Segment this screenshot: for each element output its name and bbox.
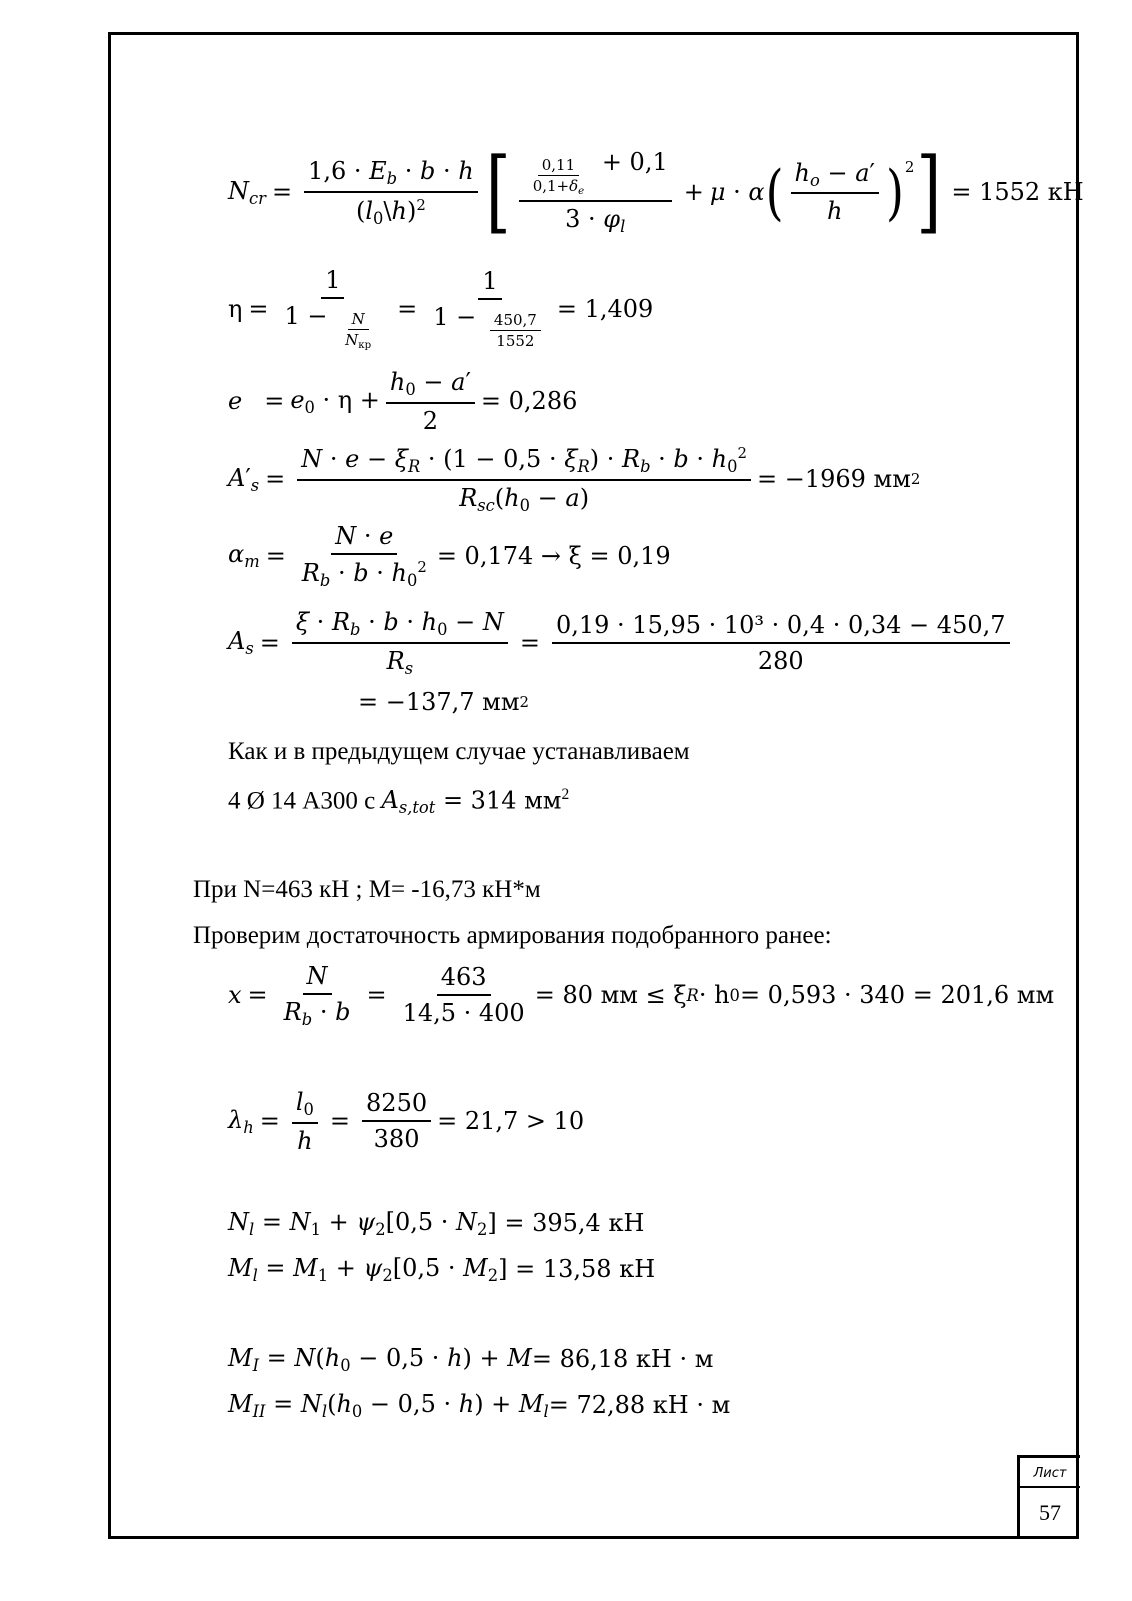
text-line2: 4 Ø 14 А300 с $A_{s,tot} = 314$ $мм^2$ bbox=[228, 786, 570, 818]
e-result: = 0,286 bbox=[480, 387, 578, 416]
text-line2-post: = 314 мм bbox=[435, 786, 562, 815]
formula-lambda: $\lambda_h$ = $\frac{l_0}{h}$ = $\frac{8250}{380}$ = 21,7 > 10 bbox=[228, 1088, 585, 1155]
x-den: 14,5 · 400 bbox=[402, 999, 525, 1028]
formula-as-prime: $A'_s$ = $\frac{N \cdot e - \xi_R \cdot (1 - 0,5 \cdot \xi_R) \cdot R_b \cdot b \cdot h_0^2}{R_{sc}(h_0 - a)}$ = −1969 мм 2 bbox=[228, 444, 921, 515]
formula-ncr: $N_{cr}$ = $\frac{1,6 \cdot E_b \cdot b \cdot h}{(l_0\backslash h)^2}$ [ $\frac{0,11}{0,1+\delta_e}$ + 0,1 $3 \cdot \varphi_l$ + μ · α ( $\frac{h_o - a'}{h}$ ) $^2$ ] = 1552 кН bbox=[228, 140, 1084, 244]
text-line1: Как и в предыдущем случае устанавливаем bbox=[228, 738, 690, 765]
eta-result: = 1,409 bbox=[556, 294, 654, 323]
sheet-label: Лист bbox=[1020, 1458, 1080, 1488]
x-num: 463 bbox=[437, 963, 491, 996]
text-line2-pre: 4 Ø 14 А300 с bbox=[228, 787, 382, 815]
lambda-den: 380 bbox=[373, 1125, 420, 1154]
formula-mi: $M_I = N(h_0 - 0,5 \cdot h) + M$ = 86,18 кН · м bbox=[228, 1344, 714, 1375]
formula-as-result: = −137,7 мм 2 bbox=[358, 688, 529, 716]
eta-num: 450,7 bbox=[490, 311, 541, 331]
formula-alpha-m: $\alpha_m$ = $\frac{N \cdot e}{R_b \cdot b \cdot h_0^2}$ = 0,174 → ξ = 0,19 bbox=[228, 522, 671, 590]
formula-as: $A_s$ = $\frac{\xi \cdot R_b \cdot b \cdot h_0 - N}{R_s}$ = $\frac{\text{0,19 · 15,95 · 10³ · 0,4 · 0,34 − 450,7}}{280}$ bbox=[228, 608, 1016, 678]
lambda-num: 8250 bbox=[362, 1089, 431, 1122]
nl-result: ] = 395,4 кН bbox=[487, 1209, 645, 1238]
sheet-number: 57 bbox=[1039, 1500, 1061, 1525]
eta-den: 1552 bbox=[496, 332, 535, 351]
as-num: 0,19 · 15,95 · 10³ · 0,4 · 0,34 − 450,7 bbox=[552, 611, 1010, 644]
x-result: = 80 мм ≤ ξ bbox=[534, 981, 687, 1010]
formula-eta: η = 1 1 − $\frac{N}{N_{кр}}$ = 1 1 − $\frac{450,7}{1552}$ = 1,409 bbox=[228, 266, 654, 352]
lambda-result: = 21,7 > 10 bbox=[437, 1107, 585, 1136]
as-den: 280 bbox=[757, 646, 804, 675]
ml-result: ] = 13,58 кН bbox=[498, 1255, 656, 1284]
formula-mii: $M_{II} = N_l(h_0 - 0,5 \cdot h) + M_l$ = 72,88 кН · м bbox=[228, 1390, 731, 1421]
alpha-result: = 0,174 → ξ = 0,19 bbox=[436, 541, 671, 570]
x-tail2: = 0,593 · 340 = 201,6 мм bbox=[739, 981, 1055, 1010]
x-tail: · h bbox=[698, 981, 730, 1010]
formula-nl: $N_l = N_1 + \psi_2[0,5 \cdot N_2$ ] = 395,4 кН bbox=[228, 1208, 645, 1239]
formula-x: x = $\frac{N}{R_b \cdot b}$ = $\frac{463}{14,5 \cdot 400}$ = 80 мм ≤ ξ R · h 0 = 0,593 · 340 = 201,6 мм bbox=[228, 962, 1055, 1029]
mii-result: = 72,88 кН · м bbox=[548, 1391, 731, 1420]
sheet-stamp bbox=[1017, 1455, 1080, 1539]
ncr-result: = 1552 кН bbox=[951, 177, 1084, 206]
mi-result: = 86,18 кН · м bbox=[531, 1345, 714, 1374]
as-result: = −137,7 мм bbox=[358, 688, 520, 716]
as-prime-result: = −1969 мм bbox=[757, 465, 911, 494]
formula-e: e = $e_0 \cdot \eta$ + $\frac{h_0 - a'}{2}$ = 0,286 bbox=[228, 368, 578, 435]
formula-ml: $M_l = M_1 + \psi_2[0,5 \cdot M_2$ ] = 13,58 кН bbox=[228, 1254, 656, 1285]
text-line4: Проверим достаточность армирования подобранного ранее: bbox=[193, 922, 832, 949]
text-line3: При N=463 кН ; M= -16,73 кН*м bbox=[193, 876, 541, 903]
